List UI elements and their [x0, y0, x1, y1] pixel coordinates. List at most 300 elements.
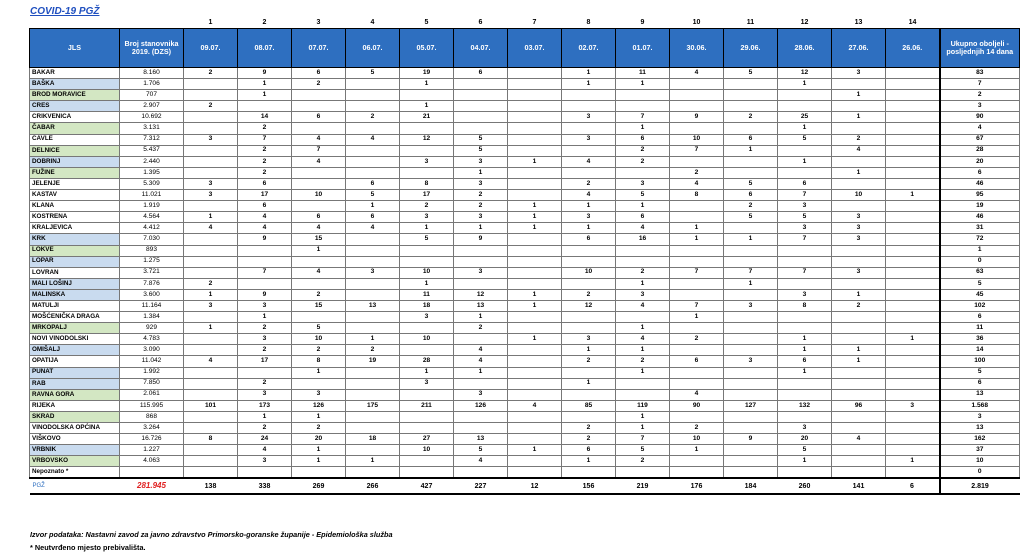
- daily-cases-cell: [346, 445, 400, 456]
- total-cases-cell: 0: [940, 467, 1020, 479]
- municipality-name: NOVI VINODOLSKI: [30, 334, 120, 345]
- municipality-name: LOKVE: [30, 245, 120, 256]
- daily-cases-cell: 27: [400, 434, 454, 445]
- daily-cases-cell: [832, 456, 886, 467]
- header-date: 26.06.: [886, 29, 940, 68]
- total-cases-cell: 13: [940, 423, 1020, 434]
- population-cell: 3.721: [120, 267, 184, 278]
- daily-cases-cell: [886, 423, 940, 434]
- daily-cases-cell: 2: [292, 289, 346, 300]
- daily-cases-cell: [670, 156, 724, 167]
- population-cell: 4.063: [120, 456, 184, 467]
- daily-cases-cell: 3: [400, 378, 454, 389]
- daily-cases-cell: [508, 411, 562, 422]
- daily-cases-cell: 2: [238, 345, 292, 356]
- daily-cases-cell: [184, 245, 238, 256]
- daily-cases-cell: [832, 378, 886, 389]
- daily-cases-cell: [778, 145, 832, 156]
- daily-cases-cell: 4: [670, 389, 724, 400]
- daily-cases-cell: [886, 467, 940, 479]
- daily-cases-cell: 19: [400, 68, 454, 79]
- column-number: 2: [262, 18, 267, 26]
- daily-cases-cell: [346, 256, 400, 267]
- daily-cases-cell: 2: [184, 278, 238, 289]
- daily-cases-cell: [832, 201, 886, 212]
- daily-cases-cell: [670, 90, 724, 101]
- daily-cases-cell: 17: [238, 356, 292, 367]
- daily-cases-cell: [184, 267, 238, 278]
- daily-cases-cell: 4: [832, 145, 886, 156]
- daily-cases-cell: 2: [562, 434, 616, 445]
- daily-cases-cell: [184, 123, 238, 134]
- daily-cases-cell: 173: [238, 400, 292, 411]
- daily-cases-cell: [238, 467, 292, 479]
- daily-cases-cell: [346, 389, 400, 400]
- daily-cases-cell: 1: [778, 123, 832, 134]
- municipality-name: BAŠKA: [30, 79, 120, 90]
- daily-cases-cell: 4: [670, 68, 724, 79]
- header-jls: JLS: [30, 29, 120, 68]
- daily-cases-cell: [670, 201, 724, 212]
- table-row: [30, 378, 1020, 389]
- daily-cases-cell: 3: [184, 178, 238, 189]
- population-cell: 868: [120, 411, 184, 422]
- daily-cases-cell: [562, 467, 616, 479]
- daily-cases-cell: [508, 68, 562, 79]
- daily-cases-cell: 126: [292, 400, 346, 411]
- daily-cases-cell: [346, 245, 400, 256]
- daily-cases-cell: [238, 367, 292, 378]
- table-row: [30, 445, 1020, 456]
- daily-cases-cell: [562, 90, 616, 101]
- total-cases-cell: 10: [940, 456, 1020, 467]
- daily-cases-cell: 4: [562, 156, 616, 167]
- daily-cases-cell: 1: [724, 234, 778, 245]
- daily-cases-cell: 2: [238, 167, 292, 178]
- daily-cases-cell: 1: [400, 278, 454, 289]
- daily-cases-cell: [562, 323, 616, 334]
- daily-cases-cell: [400, 467, 454, 479]
- daily-cases-cell: [562, 278, 616, 289]
- total-cases-cell: 6: [940, 312, 1020, 323]
- summary-population: 281.945: [120, 478, 184, 494]
- daily-cases-cell: 13: [346, 300, 400, 311]
- daily-cases-cell: 1: [184, 212, 238, 223]
- daily-cases-cell: [400, 456, 454, 467]
- municipality-name: KLANA: [30, 201, 120, 212]
- daily-cases-cell: 2: [616, 267, 670, 278]
- population-cell: 5.309: [120, 178, 184, 189]
- daily-cases-cell: [832, 334, 886, 345]
- daily-cases-cell: [346, 411, 400, 422]
- daily-cases-cell: [832, 467, 886, 479]
- daily-cases-cell: 10: [832, 190, 886, 201]
- daily-cases-cell: [886, 434, 940, 445]
- municipality-name: LOPAR: [30, 256, 120, 267]
- daily-cases-cell: 10: [292, 190, 346, 201]
- daily-cases-cell: [724, 312, 778, 323]
- table-row: [30, 68, 1020, 79]
- daily-cases-cell: 2: [562, 178, 616, 189]
- daily-cases-cell: [724, 378, 778, 389]
- daily-cases-cell: 1: [562, 201, 616, 212]
- column-number: 9: [640, 18, 645, 26]
- daily-cases-cell: [562, 101, 616, 112]
- daily-cases-cell: [886, 345, 940, 356]
- daily-cases-cell: [724, 467, 778, 479]
- daily-cases-cell: [346, 234, 400, 245]
- daily-cases-cell: 1: [778, 345, 832, 356]
- daily-cases-cell: 11: [616, 68, 670, 79]
- daily-cases-cell: [292, 278, 346, 289]
- daily-cases-cell: [832, 312, 886, 323]
- total-cases-cell: 46: [940, 212, 1020, 223]
- daily-cases-cell: 6: [724, 134, 778, 145]
- daily-cases-cell: [724, 156, 778, 167]
- column-number: 1: [208, 18, 213, 26]
- daily-cases-cell: 6: [778, 178, 832, 189]
- daily-cases-cell: [778, 467, 832, 479]
- daily-cases-cell: 3: [184, 134, 238, 145]
- daily-cases-cell: 6: [670, 356, 724, 367]
- daily-cases-cell: 1: [346, 456, 400, 467]
- daily-cases-cell: [724, 423, 778, 434]
- population-cell: 1.384: [120, 312, 184, 323]
- daily-cases-cell: 85: [562, 400, 616, 411]
- municipality-name: RIJEKA: [30, 400, 120, 411]
- daily-cases-cell: [616, 256, 670, 267]
- daily-cases-cell: 1: [562, 223, 616, 234]
- daily-cases-cell: [508, 256, 562, 267]
- daily-cases-cell: 4: [292, 267, 346, 278]
- daily-cases-cell: [238, 245, 292, 256]
- population-cell: 11.164: [120, 300, 184, 311]
- daily-cases-cell: [562, 145, 616, 156]
- daily-cases-cell: [616, 90, 670, 101]
- daily-cases-cell: 1: [724, 145, 778, 156]
- daily-cases-cell: [724, 389, 778, 400]
- daily-cases-cell: [292, 90, 346, 101]
- table-row: [30, 467, 1020, 479]
- daily-cases-cell: 3: [616, 289, 670, 300]
- daily-cases-cell: [508, 145, 562, 156]
- daily-cases-cell: [292, 467, 346, 479]
- daily-cases-cell: 17: [238, 190, 292, 201]
- daily-cases-cell: 11: [400, 289, 454, 300]
- daily-cases-cell: [724, 223, 778, 234]
- daily-cases-cell: 2: [616, 156, 670, 167]
- municipality-name: DOBRINJ: [30, 156, 120, 167]
- daily-cases-cell: 1: [616, 79, 670, 90]
- daily-cases-cell: 4: [292, 134, 346, 145]
- header-date: 27.06.: [832, 29, 886, 68]
- daily-cases-cell: 1: [508, 334, 562, 345]
- daily-cases-cell: [724, 289, 778, 300]
- municipality-name: KRK: [30, 234, 120, 245]
- column-number: 10: [692, 18, 701, 26]
- daily-cases-cell: 1: [454, 367, 508, 378]
- daily-cases-cell: [670, 411, 724, 422]
- daily-cases-cell: [508, 101, 562, 112]
- daily-cases-cell: [454, 123, 508, 134]
- daily-cases-cell: 5: [346, 68, 400, 79]
- daily-cases-cell: 4: [238, 212, 292, 223]
- header-date: 04.07.: [454, 29, 508, 68]
- daily-cases-cell: [454, 256, 508, 267]
- population-cell: 707: [120, 90, 184, 101]
- header-date: 05.07.: [400, 29, 454, 68]
- table-row: [30, 245, 1020, 256]
- daily-cases-cell: [508, 323, 562, 334]
- daily-cases-cell: 1: [886, 190, 940, 201]
- daily-cases-cell: 5: [454, 145, 508, 156]
- daily-cases-cell: [670, 123, 724, 134]
- total-cases-cell: 2: [940, 90, 1020, 101]
- daily-cases-cell: [184, 79, 238, 90]
- daily-cases-cell: 10: [670, 134, 724, 145]
- total-cases-cell: 45: [940, 289, 1020, 300]
- total-cases-cell: 11: [940, 323, 1020, 334]
- daily-cases-cell: 7: [616, 434, 670, 445]
- daily-cases-cell: 2: [346, 345, 400, 356]
- daily-cases-cell: [886, 156, 940, 167]
- population-cell: 929: [120, 323, 184, 334]
- total-cases-cell: 102: [940, 300, 1020, 311]
- table-row: [30, 223, 1020, 234]
- daily-cases-cell: 6: [724, 190, 778, 201]
- daily-cases-cell: 9: [238, 234, 292, 245]
- daily-cases-cell: 16: [616, 234, 670, 245]
- municipality-name: ČABAR: [30, 123, 120, 134]
- daily-cases-cell: [616, 378, 670, 389]
- daily-cases-cell: 4: [616, 334, 670, 345]
- column-number: 11: [746, 18, 755, 26]
- daily-cases-cell: [454, 423, 508, 434]
- daily-cases-cell: 1: [670, 312, 724, 323]
- daily-cases-cell: 12: [778, 68, 832, 79]
- daily-cases-cell: 2: [454, 201, 508, 212]
- daily-cases-cell: [508, 234, 562, 245]
- table-row: [30, 123, 1020, 134]
- municipality-name: KOSTRENA: [30, 212, 120, 223]
- daily-cases-cell: 9: [238, 289, 292, 300]
- daily-cases-cell: [724, 79, 778, 90]
- daily-cases-cell: 2: [238, 323, 292, 334]
- daily-cases-cell: 1: [454, 312, 508, 323]
- daily-cases-cell: [454, 278, 508, 289]
- daily-cases-cell: [346, 467, 400, 479]
- total-cases-cell: 72: [940, 234, 1020, 245]
- daily-cases-cell: [670, 256, 724, 267]
- daily-cases-cell: [508, 434, 562, 445]
- summary-daily-total: 427: [400, 478, 454, 494]
- daily-cases-cell: 1: [562, 378, 616, 389]
- daily-cases-cell: [832, 156, 886, 167]
- daily-cases-cell: 7: [292, 145, 346, 156]
- daily-cases-cell: 96: [832, 400, 886, 411]
- table-row: [30, 289, 1020, 300]
- daily-cases-cell: [670, 345, 724, 356]
- daily-cases-cell: [886, 256, 940, 267]
- daily-cases-cell: [670, 278, 724, 289]
- daily-cases-cell: 15: [292, 300, 346, 311]
- daily-cases-cell: [832, 256, 886, 267]
- daily-cases-cell: [886, 134, 940, 145]
- total-cases-cell: 162: [940, 434, 1020, 445]
- daily-cases-cell: 6: [454, 68, 508, 79]
- total-cases-cell: 0: [940, 256, 1020, 267]
- daily-cases-cell: 12: [562, 300, 616, 311]
- daily-cases-cell: [832, 101, 886, 112]
- daily-cases-cell: 2: [832, 134, 886, 145]
- summary-daily-total: 260: [778, 478, 832, 494]
- header-date: 01.07.: [616, 29, 670, 68]
- daily-cases-cell: 2: [562, 289, 616, 300]
- daily-cases-cell: [184, 234, 238, 245]
- summary-daily-total: 269: [292, 478, 346, 494]
- table-row: [30, 112, 1020, 123]
- daily-cases-cell: [238, 256, 292, 267]
- total-cases-cell: 3: [940, 101, 1020, 112]
- daily-cases-cell: 1: [400, 223, 454, 234]
- daily-cases-cell: 5: [778, 134, 832, 145]
- daily-cases-cell: 12: [454, 289, 508, 300]
- municipality-name: OMIŠALJ: [30, 345, 120, 356]
- population-cell: 1.227: [120, 445, 184, 456]
- daily-cases-cell: [778, 256, 832, 267]
- daily-cases-cell: [346, 289, 400, 300]
- daily-cases-cell: 1: [238, 312, 292, 323]
- daily-cases-cell: 1: [292, 456, 346, 467]
- daily-cases-cell: [562, 367, 616, 378]
- daily-cases-cell: 3: [778, 201, 832, 212]
- daily-cases-cell: 3: [832, 234, 886, 245]
- daily-cases-cell: [886, 389, 940, 400]
- column-number-row: [30, 16, 1020, 29]
- population-cell: 1.706: [120, 79, 184, 90]
- daily-cases-cell: 7: [616, 112, 670, 123]
- daily-cases-cell: [724, 123, 778, 134]
- daily-cases-cell: [724, 445, 778, 456]
- daily-cases-cell: 2: [238, 423, 292, 434]
- daily-cases-cell: 13: [454, 300, 508, 311]
- daily-cases-cell: [886, 411, 940, 422]
- daily-cases-cell: 1: [562, 68, 616, 79]
- daily-cases-cell: 3: [454, 267, 508, 278]
- daily-cases-cell: 4: [670, 178, 724, 189]
- footnote: * Neutvrđeno mjesto prebivališta.: [30, 543, 146, 552]
- population-cell: 1.275: [120, 256, 184, 267]
- daily-cases-cell: [616, 467, 670, 479]
- daily-cases-cell: 2: [400, 201, 454, 212]
- table-row: [30, 256, 1020, 267]
- daily-cases-cell: [616, 167, 670, 178]
- daily-cases-cell: 7: [238, 267, 292, 278]
- daily-cases-cell: 1: [778, 456, 832, 467]
- daily-cases-cell: [562, 312, 616, 323]
- daily-cases-cell: 9: [724, 434, 778, 445]
- total-cases-cell: 95: [940, 190, 1020, 201]
- municipality-name: CRIKVENICA: [30, 112, 120, 123]
- daily-cases-cell: [778, 278, 832, 289]
- daily-cases-cell: 6: [346, 178, 400, 189]
- header-date: 07.07.: [292, 29, 346, 68]
- table-row: [30, 434, 1020, 445]
- daily-cases-cell: [778, 312, 832, 323]
- daily-cases-cell: [832, 178, 886, 189]
- daily-cases-cell: [346, 367, 400, 378]
- daily-cases-cell: [670, 79, 724, 90]
- daily-cases-cell: [184, 345, 238, 356]
- daily-cases-cell: [832, 323, 886, 334]
- total-cases-cell: 5: [940, 367, 1020, 378]
- municipality-name: VRBNIK: [30, 445, 120, 456]
- summary-daily-total: 138: [184, 478, 238, 494]
- daily-cases-cell: [778, 411, 832, 422]
- daily-cases-cell: 3: [184, 300, 238, 311]
- daily-cases-cell: 1: [886, 456, 940, 467]
- daily-cases-cell: 1: [508, 300, 562, 311]
- daily-cases-cell: 3: [832, 212, 886, 223]
- daily-cases-cell: 2: [184, 101, 238, 112]
- table-row: [30, 278, 1020, 289]
- table-row: [30, 190, 1020, 201]
- daily-cases-cell: 7: [670, 300, 724, 311]
- daily-cases-cell: 101: [184, 400, 238, 411]
- daily-cases-cell: [508, 467, 562, 479]
- daily-cases-cell: 1: [616, 201, 670, 212]
- total-cases-cell: 67: [940, 134, 1020, 145]
- daily-cases-cell: 1: [670, 234, 724, 245]
- daily-cases-cell: [508, 423, 562, 434]
- daily-cases-cell: [400, 423, 454, 434]
- daily-cases-cell: [184, 167, 238, 178]
- daily-cases-cell: [724, 456, 778, 467]
- daily-cases-cell: 9: [454, 234, 508, 245]
- daily-cases-cell: 2: [670, 423, 724, 434]
- daily-cases-cell: [508, 312, 562, 323]
- population-cell: 893: [120, 245, 184, 256]
- daily-cases-cell: [724, 256, 778, 267]
- daily-cases-cell: [184, 467, 238, 479]
- daily-cases-cell: 3: [400, 156, 454, 167]
- daily-cases-cell: 1: [292, 411, 346, 422]
- population-cell: 4.783: [120, 334, 184, 345]
- municipality-name: RAVNA GORA: [30, 389, 120, 400]
- daily-cases-cell: [508, 367, 562, 378]
- daily-cases-cell: 175: [346, 400, 400, 411]
- daily-cases-cell: 1: [616, 323, 670, 334]
- daily-cases-cell: [724, 101, 778, 112]
- daily-cases-cell: [400, 256, 454, 267]
- population-cell: 16.726: [120, 434, 184, 445]
- population-cell: 4.564: [120, 212, 184, 223]
- daily-cases-cell: 3: [778, 423, 832, 434]
- daily-cases-cell: 1: [292, 245, 346, 256]
- daily-cases-cell: 17: [400, 190, 454, 201]
- daily-cases-cell: 2: [724, 112, 778, 123]
- daily-cases-cell: 5: [400, 234, 454, 245]
- daily-cases-cell: 1: [616, 345, 670, 356]
- daily-cases-cell: [184, 312, 238, 323]
- daily-cases-cell: 5: [616, 445, 670, 456]
- daily-cases-cell: [886, 178, 940, 189]
- daily-cases-cell: [886, 145, 940, 156]
- total-cases-cell: 5: [940, 278, 1020, 289]
- daily-cases-cell: 5: [724, 178, 778, 189]
- daily-cases-cell: 8: [184, 434, 238, 445]
- daily-cases-cell: 5: [616, 190, 670, 201]
